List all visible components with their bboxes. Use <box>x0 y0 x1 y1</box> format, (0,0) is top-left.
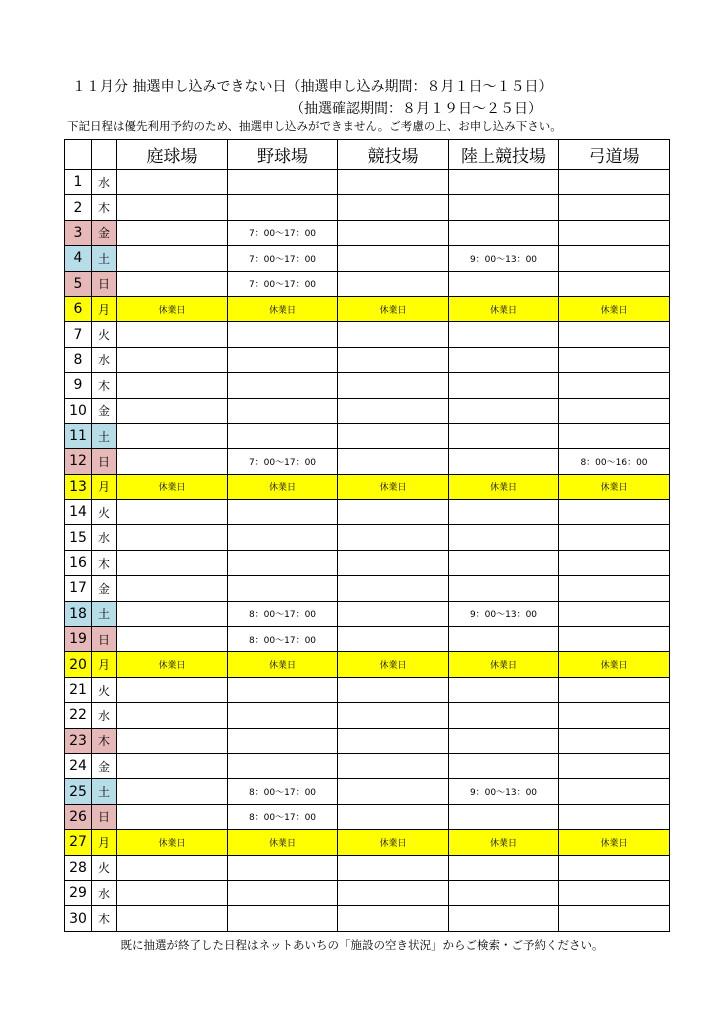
weekday-cell: 木 <box>92 906 117 931</box>
stadium-cell: 休業日 <box>338 296 449 321</box>
stadium-cell <box>338 576 449 601</box>
baseball-field-cell: 休業日 <box>228 296 338 321</box>
column-header-stadium: 競技場 <box>338 140 449 170</box>
stadium-cell: 休業日 <box>338 830 449 855</box>
athletics-field-cell: 休業日 <box>449 296 559 321</box>
tennis-court-cell <box>117 550 228 575</box>
archery-range-cell <box>559 804 670 829</box>
tennis-court-cell <box>117 627 228 652</box>
day-number-cell: 18 <box>65 601 92 626</box>
table-row <box>65 830 670 855</box>
schedule-rows <box>65 170 670 932</box>
day-number-cell: 1 <box>65 170 92 195</box>
athletics-field-cell: 9：00～13：00 <box>449 779 559 804</box>
tennis-court-cell <box>117 246 228 271</box>
baseball-field-cell <box>228 195 338 220</box>
day-number-cell: 2 <box>65 195 92 220</box>
weekday-cell: 火 <box>92 855 117 880</box>
archery-range-cell <box>559 170 670 195</box>
athletics-field-cell <box>449 753 559 778</box>
archery-range-cell <box>559 500 670 525</box>
baseball-field-cell: 7：00～17：00 <box>228 220 338 245</box>
tennis-court-cell <box>117 220 228 245</box>
table-row <box>65 500 670 525</box>
athletics-field-cell <box>449 677 559 702</box>
archery-range-cell <box>559 373 670 398</box>
table-row <box>65 753 670 778</box>
day-number-cell: 29 <box>65 880 92 905</box>
weekday-cell: 日 <box>92 627 117 652</box>
weekday-cell: 水 <box>92 703 117 728</box>
day-number-cell: 24 <box>65 753 92 778</box>
baseball-field-cell <box>228 347 338 372</box>
table-row <box>65 550 670 575</box>
athletics-field-cell <box>449 347 559 372</box>
stadium-cell <box>338 627 449 652</box>
weekday-cell: 月 <box>92 830 117 855</box>
weekday-cell: 金 <box>92 576 117 601</box>
athletics-field-cell: 休業日 <box>449 652 559 677</box>
archery-range-cell <box>559 525 670 550</box>
archery-range-cell <box>559 779 670 804</box>
tennis-court-cell: 休業日 <box>117 830 228 855</box>
table-row <box>65 880 670 905</box>
baseball-field-cell <box>228 677 338 702</box>
day-number-cell: 26 <box>65 804 92 829</box>
archery-range-cell <box>559 880 670 905</box>
column-header-archery-range: 弓道場 <box>559 140 670 170</box>
day-number-cell: 16 <box>65 550 92 575</box>
athletics-field-cell <box>449 550 559 575</box>
table-row <box>65 855 670 880</box>
baseball-field-cell <box>228 906 338 931</box>
table-row <box>65 779 670 804</box>
tennis-court-cell <box>117 271 228 296</box>
baseball-field-cell <box>228 398 338 423</box>
table-row <box>65 398 670 423</box>
table-row <box>65 474 670 499</box>
athletics-field-cell <box>449 855 559 880</box>
baseball-field-cell <box>228 576 338 601</box>
athletics-field-cell: 休業日 <box>449 830 559 855</box>
baseball-field-cell <box>228 500 338 525</box>
day-number-cell: 11 <box>65 423 92 448</box>
weekday-cell: 水 <box>92 347 117 372</box>
athletics-field-cell: 9：00～13：00 <box>449 246 559 271</box>
table-row <box>65 652 670 677</box>
column-header-baseball-field: 野球場 <box>228 140 338 170</box>
archery-range-cell <box>559 347 670 372</box>
archery-range-cell <box>559 703 670 728</box>
baseball-field-cell <box>228 373 338 398</box>
baseball-field-cell: 8：00～17：00 <box>228 627 338 652</box>
tennis-court-cell <box>117 906 228 931</box>
table-row <box>65 347 670 372</box>
weekday-cell: 木 <box>92 373 117 398</box>
weekday-cell: 水 <box>92 170 117 195</box>
weekday-cell: 土 <box>92 779 117 804</box>
baseball-field-cell <box>228 855 338 880</box>
weekday-cell: 木 <box>92 728 117 753</box>
athletics-field-cell <box>449 906 559 931</box>
table-row <box>65 703 670 728</box>
weekday-cell: 日 <box>92 449 117 474</box>
weekday-cell: 月 <box>92 652 117 677</box>
table-row <box>65 423 670 448</box>
athletics-field-cell <box>449 703 559 728</box>
day-number-cell: 12 <box>65 449 92 474</box>
baseball-field-cell: 7：00～17：00 <box>228 246 338 271</box>
archery-range-cell: 休業日 <box>559 830 670 855</box>
table-row <box>65 728 670 753</box>
weekday-cell: 火 <box>92 322 117 347</box>
table-row <box>65 170 670 195</box>
archery-range-cell <box>559 753 670 778</box>
stadium-cell <box>338 347 449 372</box>
stadium-cell <box>338 220 449 245</box>
day-number-cell: 23 <box>65 728 92 753</box>
day-number-cell: 20 <box>65 652 92 677</box>
table-row <box>65 804 670 829</box>
stadium-cell <box>338 728 449 753</box>
weekday-cell: 土 <box>92 601 117 626</box>
schedule-table <box>64 139 670 932</box>
tennis-court-cell <box>117 423 228 448</box>
weekday-cell: 金 <box>92 220 117 245</box>
tennis-court-cell <box>117 398 228 423</box>
archery-range-cell <box>559 728 670 753</box>
athletics-field-cell <box>449 373 559 398</box>
page-subtitle: （抽選確認期間：８月１９日～２５日） <box>290 101 542 117</box>
weekday-cell: 木 <box>92 550 117 575</box>
day-number-cell: 3 <box>65 220 92 245</box>
table-row <box>65 601 670 626</box>
day-number-cell: 28 <box>65 855 92 880</box>
stadium-cell <box>338 449 449 474</box>
table-row <box>65 220 670 245</box>
archery-range-cell <box>559 576 670 601</box>
weekday-cell: 木 <box>92 195 117 220</box>
archery-range-cell <box>559 195 670 220</box>
stadium-cell <box>338 246 449 271</box>
column-header-tennis-court: 庭球場 <box>117 140 228 170</box>
archery-range-cell: 休業日 <box>559 652 670 677</box>
day-number-cell: 5 <box>65 271 92 296</box>
table-row <box>65 906 670 931</box>
archery-range-cell <box>559 398 670 423</box>
weekday-cell: 水 <box>92 880 117 905</box>
tennis-court-cell <box>117 525 228 550</box>
baseball-field-cell <box>228 170 338 195</box>
athletics-field-cell <box>449 525 559 550</box>
archery-range-cell <box>559 906 670 931</box>
stadium-cell <box>338 398 449 423</box>
stadium-cell <box>338 500 449 525</box>
weekday-cell: 金 <box>92 398 117 423</box>
day-number-cell: 27 <box>65 830 92 855</box>
weekday-cell: 火 <box>92 500 117 525</box>
stadium-cell <box>338 373 449 398</box>
weekday-cell: 金 <box>92 753 117 778</box>
tennis-court-cell <box>117 779 228 804</box>
tennis-court-cell <box>117 601 228 626</box>
stadium-cell <box>338 423 449 448</box>
weekday-cell: 火 <box>92 677 117 702</box>
athletics-field-cell: 9：00～13：00 <box>449 601 559 626</box>
archery-range-cell <box>559 855 670 880</box>
archery-range-cell <box>559 322 670 347</box>
tennis-court-cell <box>117 728 228 753</box>
day-number-cell: 4 <box>65 246 92 271</box>
weekday-cell: 日 <box>92 804 117 829</box>
baseball-field-cell: 7：00～17：00 <box>228 271 338 296</box>
weekday-cell: 水 <box>92 525 117 550</box>
athletics-field-cell: 休業日 <box>449 474 559 499</box>
archery-range-cell <box>559 677 670 702</box>
stadium-cell: 休業日 <box>338 474 449 499</box>
archery-range-cell <box>559 550 670 575</box>
day-number-cell: 25 <box>65 779 92 804</box>
tennis-court-cell <box>117 880 228 905</box>
day-number-cell: 14 <box>65 500 92 525</box>
archery-range-cell: 休業日 <box>559 474 670 499</box>
weekday-cell: 月 <box>92 296 117 321</box>
baseball-field-cell <box>228 423 338 448</box>
archery-range-cell <box>559 271 670 296</box>
tennis-court-cell <box>117 347 228 372</box>
archery-range-cell <box>559 220 670 245</box>
table-header-row <box>65 140 670 170</box>
athletics-field-cell <box>449 500 559 525</box>
baseball-field-cell: 8：00～17：00 <box>228 601 338 626</box>
table-row <box>65 246 670 271</box>
table-row <box>65 373 670 398</box>
athletics-field-cell <box>449 398 559 423</box>
tennis-court-cell <box>117 576 228 601</box>
table-row <box>65 627 670 652</box>
stadium-cell <box>338 677 449 702</box>
athletics-field-cell <box>449 627 559 652</box>
tennis-court-cell <box>117 322 228 347</box>
athletics-field-cell <box>449 195 559 220</box>
tennis-court-cell <box>117 804 228 829</box>
table-row <box>65 677 670 702</box>
table-row <box>65 449 670 474</box>
day-number-cell: 21 <box>65 677 92 702</box>
tennis-court-cell <box>117 500 228 525</box>
tennis-court-cell: 休業日 <box>117 296 228 321</box>
athletics-field-cell <box>449 170 559 195</box>
baseball-field-cell <box>228 550 338 575</box>
day-number-cell: 22 <box>65 703 92 728</box>
tennis-court-cell <box>117 703 228 728</box>
baseball-field-cell: 8：00～17：00 <box>228 779 338 804</box>
baseball-field-cell: 休業日 <box>228 652 338 677</box>
archery-range-cell: 8：00～16：00 <box>559 449 670 474</box>
archery-range-cell <box>559 246 670 271</box>
day-number-cell: 15 <box>65 525 92 550</box>
day-number-cell: 17 <box>65 576 92 601</box>
athletics-field-cell <box>449 322 559 347</box>
archery-range-cell <box>559 601 670 626</box>
stadium-cell <box>338 753 449 778</box>
archery-range-cell <box>559 423 670 448</box>
stadium-cell <box>338 804 449 829</box>
stadium-cell <box>338 703 449 728</box>
tennis-court-cell <box>117 373 228 398</box>
stadium-cell <box>338 322 449 347</box>
baseball-field-cell <box>228 753 338 778</box>
day-number-cell: 6 <box>65 296 92 321</box>
table-row <box>65 296 670 321</box>
table-row <box>65 322 670 347</box>
day-number-cell: 30 <box>65 906 92 931</box>
baseball-field-cell: 休業日 <box>228 474 338 499</box>
athletics-field-cell <box>449 449 559 474</box>
baseball-field-cell <box>228 880 338 905</box>
stadium-cell <box>338 601 449 626</box>
athletics-field-cell <box>449 728 559 753</box>
column-header-day <box>65 140 92 170</box>
day-number-cell: 7 <box>65 322 92 347</box>
tennis-court-cell <box>117 449 228 474</box>
weekday-cell: 土 <box>92 423 117 448</box>
stadium-cell <box>338 525 449 550</box>
table-row <box>65 576 670 601</box>
table-row <box>65 271 670 296</box>
baseball-field-cell: 8：00～17：00 <box>228 804 338 829</box>
stadium-cell <box>338 906 449 931</box>
baseball-field-cell <box>228 322 338 347</box>
table-row <box>65 525 670 550</box>
day-number-cell: 10 <box>65 398 92 423</box>
day-number-cell: 19 <box>65 627 92 652</box>
stadium-cell <box>338 170 449 195</box>
athletics-field-cell <box>449 880 559 905</box>
athletics-field-cell <box>449 576 559 601</box>
tennis-court-cell <box>117 170 228 195</box>
page-title: １１月分 抽選申し込みできない日（抽選申し込み期間：８月１日～１５日） <box>72 79 553 95</box>
stadium-cell <box>338 880 449 905</box>
column-header-athletics-field: 陸上競技場 <box>449 140 559 170</box>
footer-note: 既に抽選が終了した日程はネットあいちの「施設の空き状況」からご検索・ご予約ください。 <box>120 938 604 952</box>
weekday-cell: 土 <box>92 246 117 271</box>
tennis-court-cell: 休業日 <box>117 474 228 499</box>
athletics-field-cell <box>449 804 559 829</box>
stadium-cell <box>338 855 449 880</box>
stadium-cell <box>338 550 449 575</box>
day-number-cell: 9 <box>65 373 92 398</box>
stadium-cell <box>338 195 449 220</box>
day-number-cell: 13 <box>65 474 92 499</box>
tennis-court-cell <box>117 855 228 880</box>
weekday-cell: 日 <box>92 271 117 296</box>
tennis-court-cell: 休業日 <box>117 652 228 677</box>
baseball-field-cell <box>228 525 338 550</box>
table-row <box>65 195 670 220</box>
notice-text: 下記日程は優先利用予約のため、抽選申し込みができません。ご考慮の上、お申し込み下さい。 <box>67 119 562 133</box>
baseball-field-cell: 休業日 <box>228 830 338 855</box>
day-number-cell: 8 <box>65 347 92 372</box>
athletics-field-cell <box>449 271 559 296</box>
athletics-field-cell <box>449 220 559 245</box>
stadium-cell: 休業日 <box>338 652 449 677</box>
stadium-cell <box>338 271 449 296</box>
column-header-weekday <box>92 140 117 170</box>
tennis-court-cell <box>117 195 228 220</box>
archery-range-cell: 休業日 <box>559 296 670 321</box>
tennis-court-cell <box>117 753 228 778</box>
baseball-field-cell <box>228 728 338 753</box>
archery-range-cell <box>559 627 670 652</box>
stadium-cell <box>338 779 449 804</box>
athletics-field-cell <box>449 423 559 448</box>
baseball-field-cell: 7：00～17：00 <box>228 449 338 474</box>
weekday-cell: 月 <box>92 474 117 499</box>
tennis-court-cell <box>117 677 228 702</box>
baseball-field-cell <box>228 703 338 728</box>
